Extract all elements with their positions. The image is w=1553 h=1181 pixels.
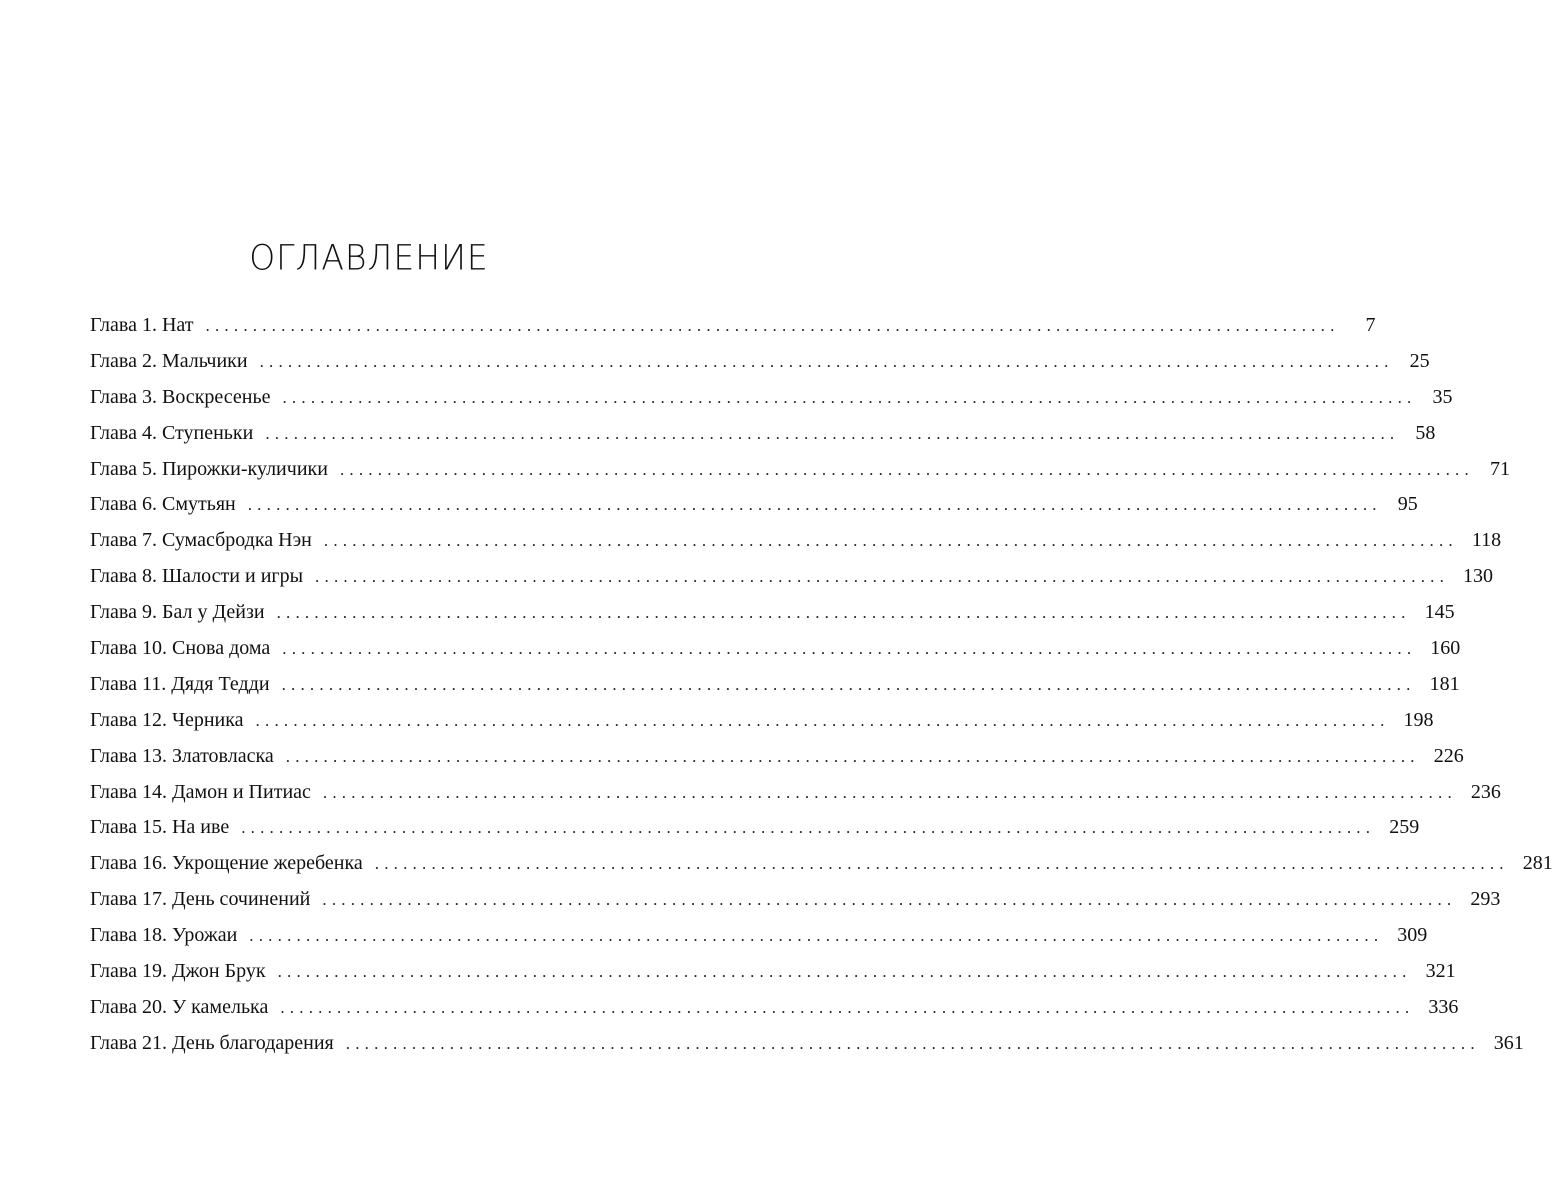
dot-leader: ........................................................................................................................ [259,351,1394,371]
toc-entry-label: Глава 4. Ступеньки [90,421,254,444]
toc-entry-page-number: 198 [1403,708,1434,731]
toc-entry[interactable] [90,918,1428,954]
toc-entry-label: Глава 11. Дядя Тедди [90,672,270,695]
toc-entry-label: Глава 14. Дамон и Питиас [90,780,311,803]
toc-entry-page-number: 181 [1429,672,1460,695]
toc-entry-page-number: 160 [1430,637,1461,660]
toc-entry-label: Глава 20. У камелька [90,995,269,1018]
toc-entry[interactable] [90,452,1510,488]
toc-entry-page-number: 236 [1470,780,1501,803]
toc-entry[interactable] [90,990,1459,1026]
toc-entry-page-number: 95 [1397,493,1418,516]
toc-entry-label: Глава 18. Урожаи [90,924,238,947]
toc-entry-label: Глава 12. Черника [90,708,244,731]
dot-leader: ........................................................................................................................ [282,387,1417,407]
toc-entry[interactable] [90,380,1453,416]
toc-entry[interactable] [90,595,1455,631]
dot-leader: ........................................................................................................................ [255,710,1390,730]
toc-entry-label: Глава 6. Смутьян [90,493,236,516]
toc-entry[interactable] [90,344,1430,380]
page-title: ОГЛАВЛЕНИЕ [249,237,489,278]
dot-leader: ........................................................................................................................ [281,674,1416,694]
toc-entry[interactable] [90,846,1553,882]
dot-leader: ........................................................................................................................ [247,495,1382,515]
toc-entry[interactable] [90,954,1456,990]
toc-entry-label: Глава 15. На иве [90,816,230,839]
toc-entry[interactable] [90,1026,1524,1062]
toc-entry-label: Глава 10. Снова дома [90,637,271,660]
toc-entry-label: Глава 9. Бал у Дейзи [90,601,265,624]
toc-entry-label: Глава 1. Нат [90,314,194,336]
dot-leader: ........................................................................................................................ [265,423,1400,443]
toc-entry-page-number: 7 [1365,314,1376,336]
toc-entry-page-number: 35 [1432,385,1453,408]
toc-entry-page-number: 309 [1397,924,1428,947]
toc-entry-label: Глава 2. Мальчики [90,349,248,372]
toc-entry[interactable] [90,667,1460,703]
dot-leader: ........................................................................................................................ [280,997,1415,1017]
toc-entry-page-number: 71 [1489,457,1510,480]
toc-entry[interactable] [90,523,1502,559]
dot-leader: ........................................................................................................................ [282,639,1417,659]
dot-leader: ........................................................................................................................ [322,782,1457,802]
toc-entry-page-number: 226 [1433,744,1464,767]
toc-entry-label: Глава 7. Сумасбродка Нэн [90,529,312,552]
toc-entry-page-number: 336 [1428,995,1459,1018]
dot-leader: ........................................................................................................................ [276,603,1411,623]
toc-entry[interactable] [90,631,1461,667]
toc-entry[interactable] [90,487,1418,523]
dot-leader: ........................................................................................................................ [285,746,1420,766]
toc-entry[interactable] [90,739,1464,775]
dot-leader: ........................................................................................................................ [241,818,1376,838]
toc-entry[interactable] [90,559,1494,595]
toc-entry[interactable] [90,308,1376,344]
toc-entry-page-number: 281 [1522,852,1553,875]
dot-leader: ........................................................................................................................ [315,567,1450,587]
dot-leader: ........................................................................................................................ [322,890,1457,910]
toc-entry-label: Глава 17. День сочинений [90,888,311,911]
dot-leader: ........................................................................................................................ [374,854,1509,874]
toc-entry[interactable] [90,416,1436,452]
toc-entry-label: Глава 3. Воскресенье [90,385,271,408]
toc-entry[interactable] [90,882,1501,918]
toc-entry[interactable] [90,810,1420,846]
toc-entry-label: Глава 8. Шалости и игры [90,565,304,588]
toc-entry-label: Глава 16. Укрощение жеребенка [90,852,363,875]
table-of-contents [90,308,1553,1062]
toc-entry[interactable] [90,775,1501,811]
toc-entry-page-number: 321 [1425,960,1456,983]
dot-leader: ........................................................................................................................ [249,926,1384,946]
dot-leader: ........................................................................................................................ [345,1033,1480,1053]
toc-entry[interactable] [90,703,1434,739]
toc-entry-page-number: 361 [1493,1031,1524,1054]
dot-leader: ........................................................................................................................ [323,531,1458,551]
dot-leader: ........................................................................................................................ [205,316,1340,335]
toc-entry-page-number: 145 [1424,601,1455,624]
toc-entry-page-number: 118 [1471,529,1502,552]
toc-entry-label: Глава 5. Пирожки-куличики [90,457,328,480]
toc-entry-page-number: 259 [1389,816,1420,839]
dot-leader: ........................................................................................................................ [277,962,1412,982]
toc-entry-page-number: 58 [1415,421,1436,444]
toc-entry-label: Глава 13. Златовласка [90,744,274,767]
dot-leader: ........................................................................................................................ [339,459,1474,479]
toc-entry-label: Глава 21. День благодарения [90,1031,334,1054]
toc-entry-page-number: 293 [1470,888,1501,911]
toc-entry-page-number: 25 [1409,349,1430,372]
toc-entry-page-number: 130 [1463,565,1494,588]
toc-entry-label: Глава 19. Джон Брук [90,960,266,983]
